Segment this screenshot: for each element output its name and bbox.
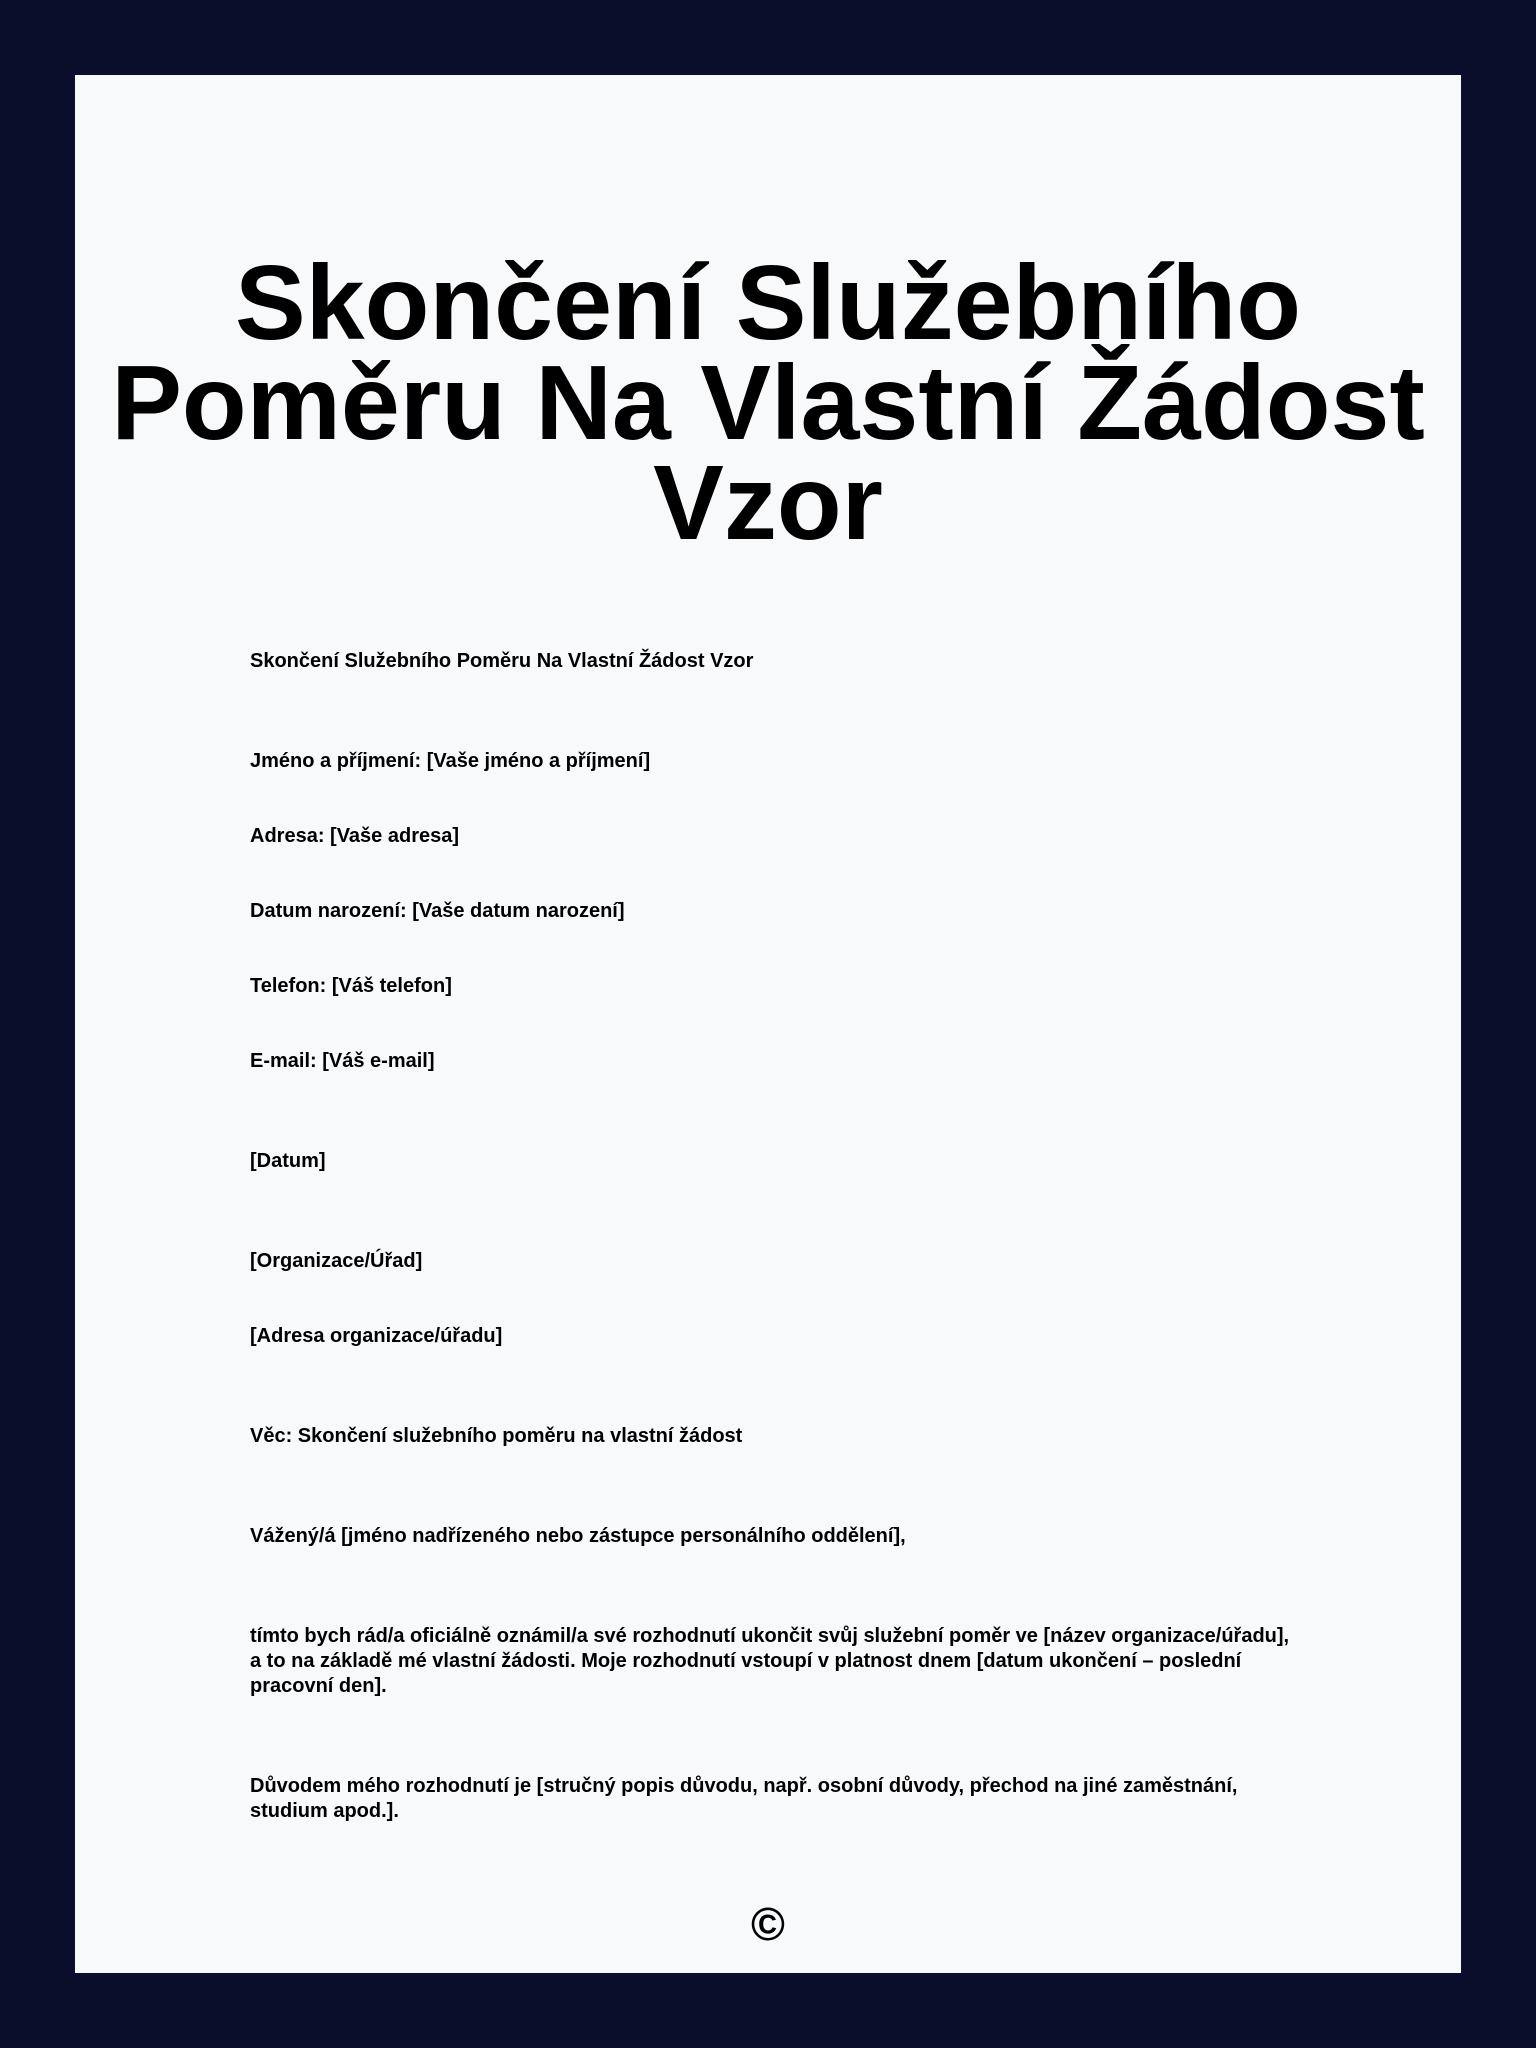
page-title: Skončení Služebního Poměru Na Vlastní Žádost Vzor	[111, 244, 1425, 562]
birth-date-field: Datum narození: [Vaše datum narození]	[250, 900, 625, 922]
date-line: [Datum]	[250, 1150, 326, 1172]
paragraph-reason: Důvodem mého rozhodnutí je [stručný popis důvodu, např. osobní důvody, přechod na jiné zaměstnání, studium apod.].	[250, 1775, 1238, 1822]
document-subtitle: Skončení Služebního Poměru Na Vlastní Žádost Vzor	[250, 650, 754, 672]
name-field: Jméno a příjmení: [Vaše jméno a příjmení]	[250, 750, 651, 772]
paragraph-notice: tímto bych rád/a oficiálně oznámil/a své rozhodnutí ukončit svůj služební poměr ve [název organizace/úřadu], a to na základě mé vlastní žádosti. Moje rozhodnutí vstoupí v platnost dnem [datum ukončení – poslední pracovní den].	[250, 1625, 1290, 1697]
organization-address-line: [Adresa organizace/úřadu]	[250, 1325, 503, 1347]
subject-line: Věc: Skončení služebního poměru na vlastní žádost	[250, 1425, 743, 1447]
address-field: Adresa: [Vaše adresa]	[250, 825, 460, 847]
document-page	[75, 75, 1461, 1973]
organization-line: [Organizace/Úřad]	[250, 1250, 423, 1272]
copyright-symbol: ©	[751, 1898, 785, 1950]
email-field: E-mail: [Váš e-mail]	[250, 1050, 435, 1072]
salutation-line: Vážený/á [jméno nadřízeného nebo zástupce personálního oddělení],	[250, 1525, 906, 1547]
phone-field: Telefon: [Váš telefon]	[250, 975, 452, 997]
